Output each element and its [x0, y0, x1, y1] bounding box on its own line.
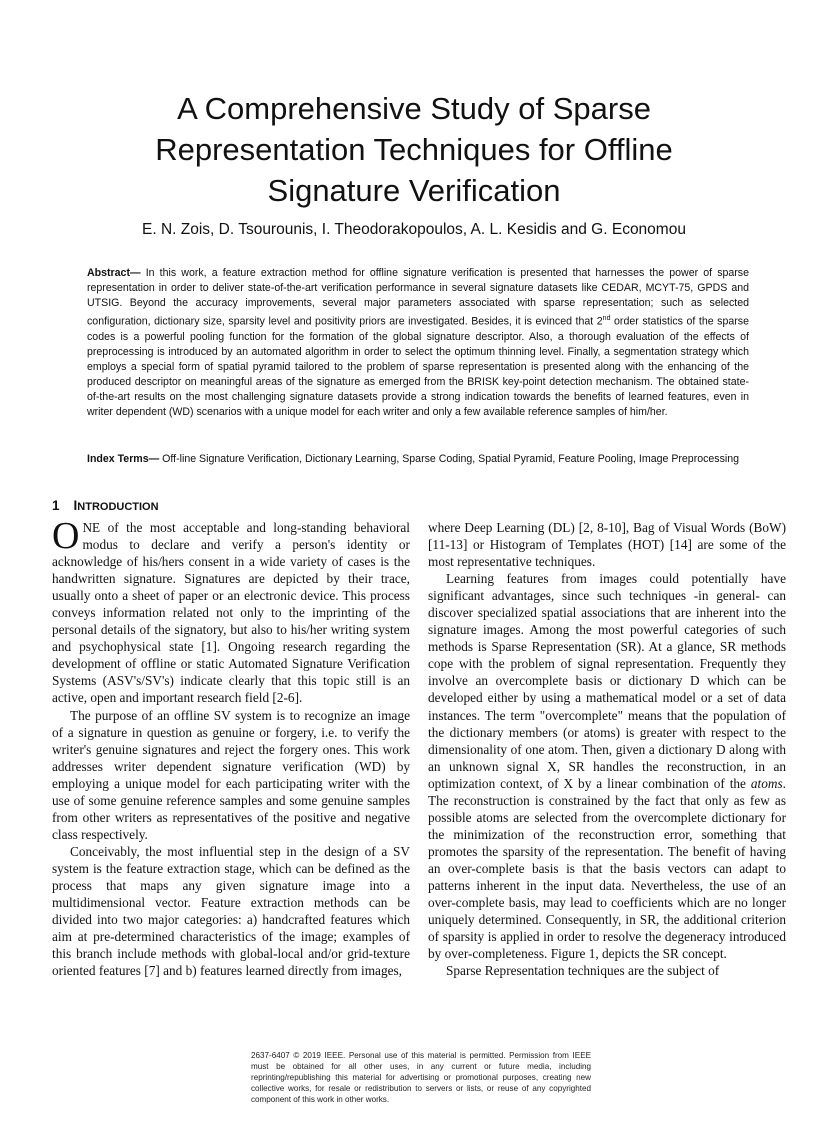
section-title-rest: NTRODUCTION: [77, 501, 159, 513]
left-column: [52, 515, 410, 979]
paragraph-intro-1-text: NE of the most acceptable and long-standing behavioral modus to declare and verify a person's identity or acknowledge of his/hers consent in a wide variety of cases is the handwritten signature. Signatures are depicted by their trace, usually onto a sheet of paper or an electronic device. This process conveys information related not only to the imprinting of the personal details of the signatory, but also to his/her writing system and psychophysical state [1]. Ongoing research regarding the development of offline or static Automated Signature Verification Systems (ASV's/SV's) indicate clearly that this topic still is an active, open and important research field [2-6].: [52, 520, 410, 706]
author-list: E. N. Zois, D. Tsourounis, I. Theodorakopoulos, A. L. Kesidis and G. Economou: [142, 221, 686, 238]
paragraph-intro-1: [52, 515, 410, 707]
abstract-text-1: In this work, a feature extraction method for offline signature verification is presented that harnesses the power of sparse representation in order to deliver state-of-the-art verification performance in several signature datasets like CEDAR, MCYT-75, GPDS and UTSIG. Beyond the accuracy improvements, several major parameters associated with sparse representation; such as selected configuration, dictionary size, sparsity level and positivity priors are investigated. Besides, it is evinced that 2: [87, 267, 749, 328]
drop-cap: O: [52, 515, 80, 557]
paragraph-right-1: where Deep Learning (DL) [2, 8-10], Bag of Visual Words (BoW) [11-13] or Histogram of Templates (HOT) [14] are some of the most representative techniques.: [428, 520, 786, 570]
section-title-initial: I: [73, 498, 78, 513]
index-terms-label: Index Terms—: [87, 453, 160, 465]
title-line-2: Representation Techniques for Offline: [155, 132, 673, 167]
paragraph-intro-2: The purpose of an offline SV system is to recognize an image of a signature in question as genuine or forgery, i.e. to verify the writer's genuine signatures and reject the forgery ones. This work addresses writer dependent signature verification (WD) by employing a unique model for each participating writer with the use of some genuine reference samples and some genuine samples from other writers as representatives of the positive and negative class respectively.: [52, 707, 410, 842]
index-terms: [87, 452, 749, 467]
paper-title: [60, 88, 768, 211]
paragraph-right-2: [428, 570, 786, 962]
paragraph-right-2-emphasis: atoms: [750, 775, 783, 791]
title-line-3: Signature Verification: [267, 173, 561, 208]
abstract-label: Abstract—: [87, 267, 141, 279]
section-heading-introduction: [52, 498, 159, 513]
abstract-superscript: nd: [602, 315, 611, 323]
section-number: 1: [52, 498, 60, 513]
paragraph-right-2-text-b: . The reconstruction is constrained by the fact that only as few as possible atoms are selected from the overcomplete dictionary for the minimization of the reconstruction error, something that promotes the sparsity of the representation. The benefit of having an over-complete basis is that the basis vectors can adapt to patterns inherent in the input data. Nevertheless, the use of an over-complete basis, may lead to coefficients which are no longer uniquely determined. Consequently, in SR, the additional criterion of sparsity is applied in order to resolve the degeneracy introduced by over-completeness. Figure 1, depicts the SR concept.: [428, 775, 786, 962]
paragraph-intro-3: Conceivably, the most influential step in the design of a SV system is the feature extraction stage, which can be defined as the process that maps any given signature image into a multidimensional vector. Feature extraction methods can be divided into two major categories: a) handcrafted features which aim at pre-determined characteristics of the image; examples of this branch include methods with global-local and/or grid-texture oriented features [7] and b) features learned directly from images,: [52, 843, 410, 979]
title-line-1: A Comprehensive Study of Sparse: [177, 91, 651, 126]
index-terms-text: Off-line Signature Verification, Dictionary Learning, Sparse Coding, Spatial Pyramid, Feature Pooling, Image Preprocessing: [159, 453, 740, 465]
paragraph-right-2-text-a: Learning features from images could potentially have significant advantages, since such techniques -in general- can discover specialized spatial associations that are inherent into the signature images. Among the most powerful categories of such methods is Sparse Representation (SR). At a glance, SR methods cope with the problem of signal representation. Frequently they involve an overcomplete basis or dictionary D which can be developed either by using a mathematical model or a set of data instances. The term "overcomplete" means that the population of the dictionary members (or atoms) is greater with respect to the dimensionality of one atom. Then, given a dictionary D along with an unknown signal X, SR handles the reconstruction, in an optimization context, of X by a linear combination of the: [428, 571, 786, 791]
abstract-text-2: order statistics of the sparse codes is a powerful pooling function for the formation of the global signature descriptor. Also, a thorough evaluation of the effects of preprocessing is introduced by an automated algorithm in order to select the optimum thinning level. Finally, a segmentation strategy which employs a special form of spatial pyramid tailored to the problem of sparse representation is presented along with the enhancing of the produced descriptor on meaningful areas of the signature as emerged from the BRISK key-point detection mechanism. The obtained state-of-the-art results on the most challenging signature datasets provide a strong indication towards the benefits of learned features, even in writer dependent (WD) scenarios with a unique model for each writer and only a few available reference samples of him/her.: [87, 315, 749, 419]
abstract: [87, 266, 749, 420]
right-column: [428, 519, 786, 979]
copyright-notice: 2637-6407 © 2019 IEEE. Personal use of this material is permitted. Permission from IEEE must be obtained for all other uses, in any current or future media, including reprinting/republishing this material for advertising or promotional purposes, creating new collective works, for resale or redistribution to servers or lists, or reuse of any copyrighted component of this work in other works.: [251, 1051, 591, 1104]
paragraph-right-3: Sparse Representation techniques are the subject of: [446, 963, 720, 979]
